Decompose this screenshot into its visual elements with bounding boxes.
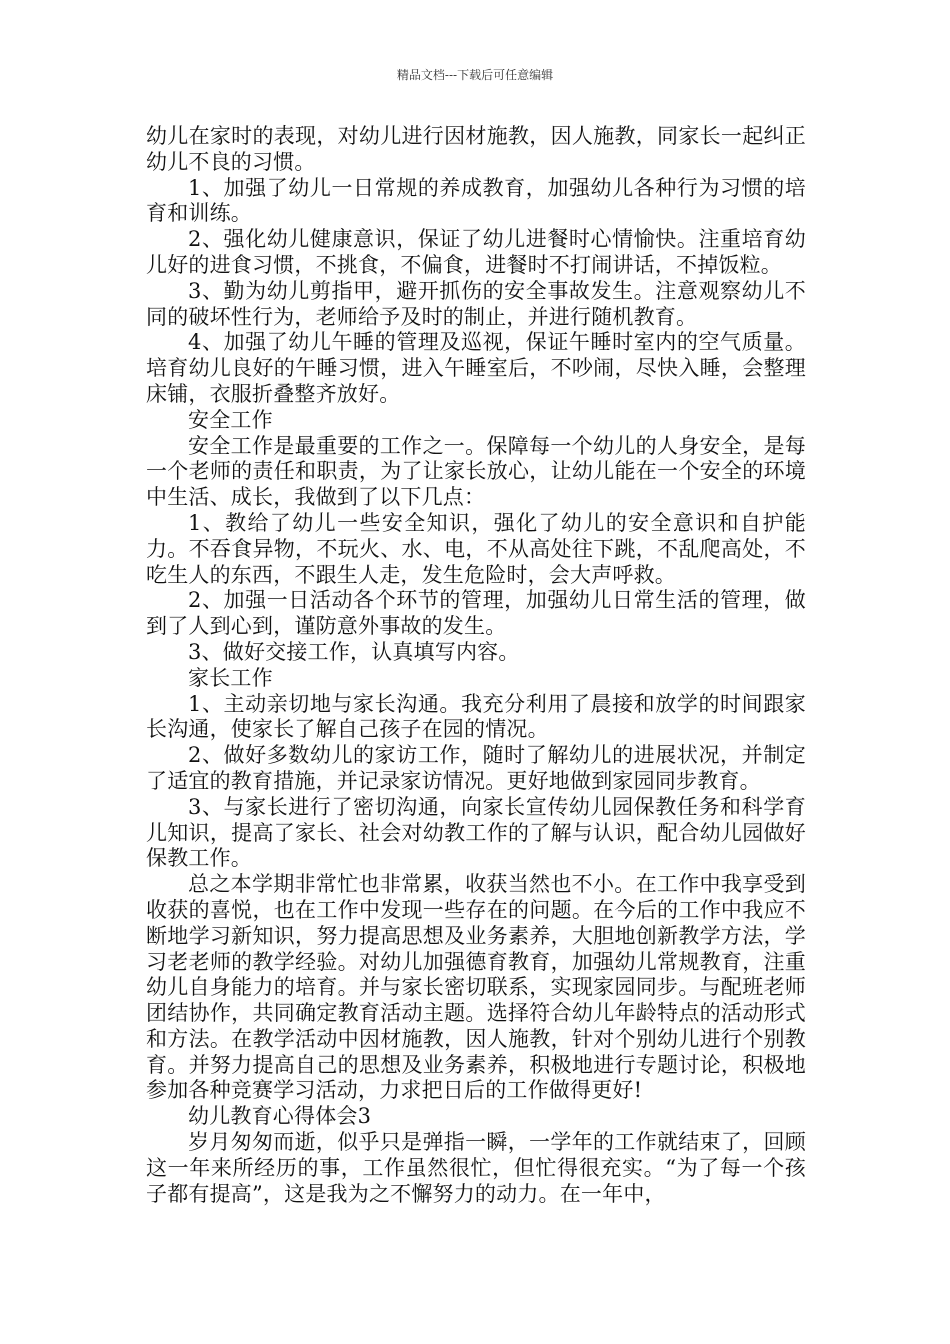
body-paragraph: 总之本学期非常忙也非常累，收获当然也不小。在工作中我享受到收获的喜悦，也在工作中发现一些存在的问题。在今后的工作中我应不断地学习新知识，努力提高思想及业务素养，大胆地创新教学方法，学习老老师的教学经验。对幼儿加强德育教育，加强幼儿常规教育，注重幼儿自身能力的培育。并与家长密切联系，实现家园同步。与配班老师团结协作，共同确定教育活动主题。选择符合幼儿年龄特点的活动形式和方法。在教学活动中因材施教，因人施教，针对个别幼儿进行个别教育。并努力提高自己的思想及业务素养，积极地进行专题讨论，积极地参加各种竞赛学习活动，力求把日后的工作做得更好!	[146, 872, 806, 1103]
body-paragraph: 安全工作是最重要的工作之一。保障每一个幼儿的人身安全，是每一个老师的责任和职责，为了让家长放心，让幼儿能在一个安全的环境中生活、成长，我做到了以下几点：	[146, 433, 806, 510]
body-paragraph: 2、做好多数幼儿的家访工作，随时了解幼儿的进展状况，并制定了适宜的教育措施，并记录家访情况。更好地做到家园同步教育。	[146, 743, 806, 793]
body-paragraph: 4、加强了幼儿午睡的管理及巡视，保证午睡时室内的空气质量。培育幼儿良好的午睡习惯，进入午睡室后，不吵闹，尽快入睡，会整理床铺，衣服折叠整齐放好。	[146, 330, 806, 406]
body-paragraph: 岁月匆匆而逝，似乎只是弹指一瞬，一学年的工作就结束了，回顾这一年来所经历的事，工作虽然很忙，但忙得很充实。“为了每一个孩子都有提高”，这是我为之不懈努力的动力。在一年中，	[146, 1130, 806, 1206]
section-heading: 幼儿教育心得体会3	[188, 1104, 372, 1129]
body-paragraph: 3、勤为幼儿剪指甲，避开抓伤的安全事故发生。注意观察幼儿不同的破坏性行为，老师给予及时的制止，并进行随机教育。	[146, 278, 806, 329]
body-paragraph: 1、加强了幼儿一日常规的养成教育，加强幼儿各种行为习惯的培育和训练。	[146, 175, 806, 226]
body-paragraph: 2、强化幼儿健康意识，保证了幼儿进餐时心情愉快。注重培育幼儿好的进食习惯，不挑食，不偏食，进餐时不打闹讲话，不掉饭粒。	[146, 227, 806, 277]
body-paragraph: 2、加强一日活动各个环节的管理，加强幼儿日常生活的管理，做到了人到心到，谨防意外事故的发生。	[146, 588, 806, 639]
body-paragraph: 1、教给了幼儿一些安全知识，强化了幼儿的安全意识和自护能力。不吞食异物，不玩火、水、电，不从高处往下跳，不乱爬高处，不吃生人的东西，不跟生人走，发生危险时，会大声呼救。	[146, 510, 806, 587]
body-paragraph: 1、主动亲切地与家长沟通。我充分利用了晨接和放学的时间跟家长沟通，使家长了解自己孩子在园的情况。	[146, 691, 806, 742]
section-heading: 家长工作	[188, 665, 273, 690]
section-heading: 安全工作	[188, 407, 273, 432]
body-paragraph: 3、与家长进行了密切沟通，向家长宣传幼儿园保教任务和科学育儿知识，提高了家长、社会对幼教工作的了解与认识，配合幼儿园做好保教工作。	[146, 794, 806, 871]
page-header: 精品文档---下载后可任意编辑	[396, 68, 554, 82]
body-paragraph: 幼儿在家时的表现，对幼儿进行因材施教，因人施教，同家长一起纠正幼儿不良的习惯。	[146, 124, 806, 174]
document-body	[146, 124, 806, 1207]
body-paragraph: 3、做好交接工作，认真填写内容。	[188, 639, 520, 664]
